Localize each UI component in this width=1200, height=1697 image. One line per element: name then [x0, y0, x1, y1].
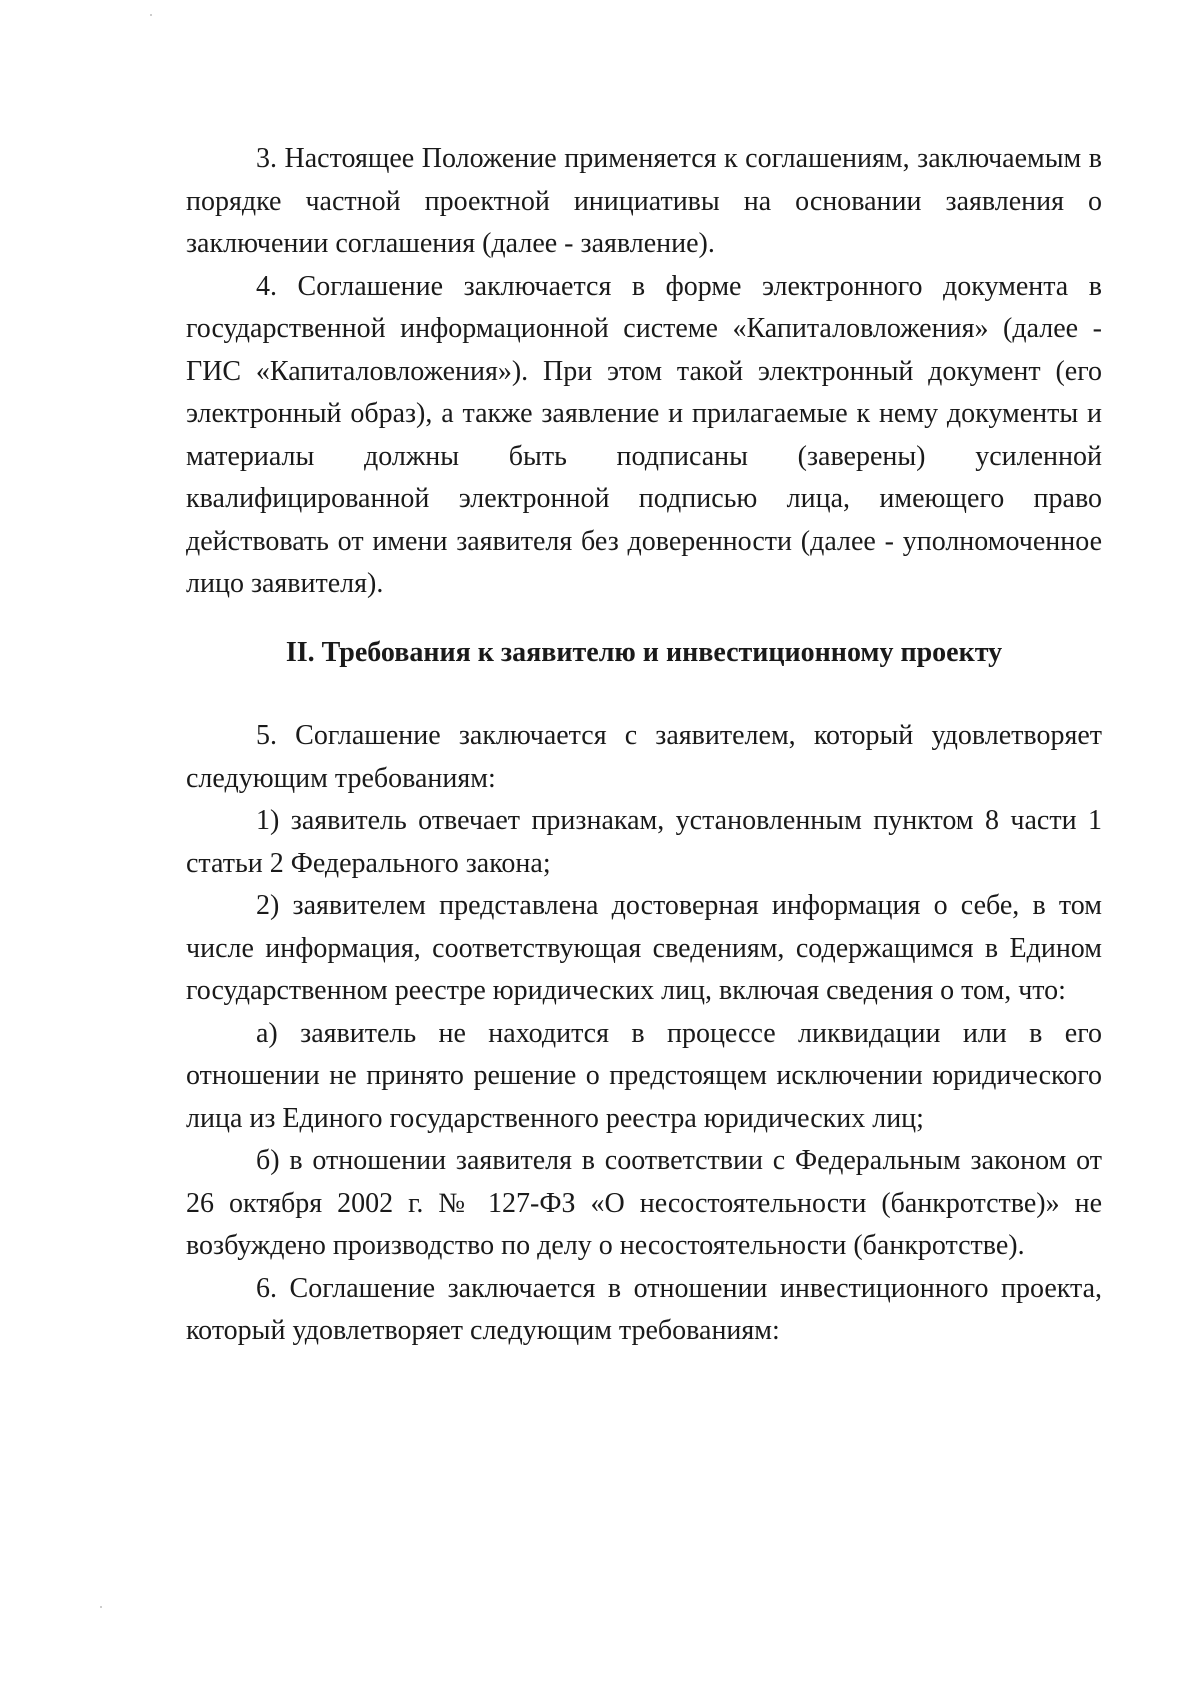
paragraph-3: 3. Настоящее Положение применяется к соглашениям, заключаемым в порядке частной проектной инициативы на основании заявления о заключении соглашения (далее - заявление).: [186, 143, 1102, 259]
section-heading: II. Требования к заявителю и инвестиционному проекту: [285, 637, 1003, 668]
section-heading-block: [186, 632, 1102, 675]
paragraphs-bottom: [186, 715, 1102, 1353]
scan-speck: [150, 14, 152, 16]
paragraph-5: 5. Соглашение заключается с заявителем, который удовлетворяет следующим требованиям:: [186, 720, 1102, 794]
paragraph-6: 6. Соглашение заключается в отношении инвестиционного проекта, который удовлетворяет следующим требованиям:: [186, 1272, 1102, 1346]
subparagraph-5-2-b: б) в отношении заявителя в соответствии с Федеральным законом от 26 октября 2002 г. № 127-ФЗ «О несостоятельности (банкротстве)» не возбуждено производство по делу о несостоятельности (банкротстве).: [186, 1145, 1102, 1261]
subparagraph-5-1: 1) заявитель отвечает признакам, установленным пунктом 8 части 1 статьи 2 Федерального закона;: [186, 805, 1102, 879]
subparagraph-5-2-a: а) заявитель не находится в процессе ликвидации или в его отношении не принято решение о предстоящем исключении юридического лица из Единого государственного реестра юридических лиц;: [186, 1017, 1102, 1134]
subparagraph-5-2: 2) заявителем представлена достоверная информация о себе, в том числе информация, соответствующая сведениям, содержащимся в Едином государственном реестре юридических лиц, включая сведения о том, что:: [186, 890, 1102, 1006]
paragraph-4: 4. Соглашение заключается в форме электронного документа в государственной информационной системе «Капиталовложения» (далее - ГИС «Капиталовложения»). При этом такой электронный документ (его электронный образ), а также заявление и прилагаемые к нему документы и материалы должны быть подписаны (заверены) усиленной квалифицированной электронной подписью лица, имеющего право действовать от имени заявителя без доверенности (далее - уполномоченное лицо заявителя).: [186, 270, 1102, 599]
scan-speck: [100, 1606, 102, 1608]
paragraphs-top: [186, 138, 1102, 606]
